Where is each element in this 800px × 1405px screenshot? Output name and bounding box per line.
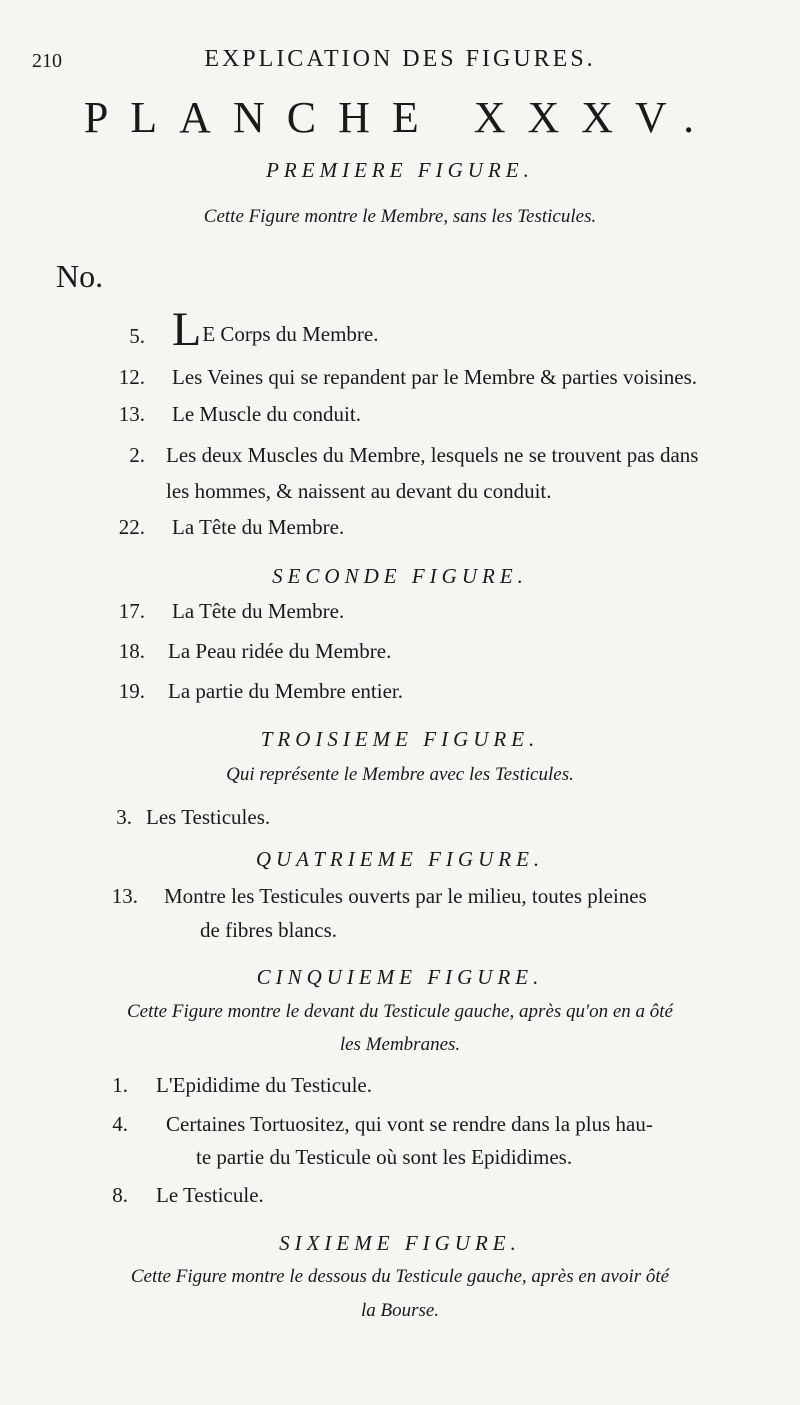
entry-text (172, 303, 379, 356)
entry-text: Montre les Testicules ouverts par le milieu, toutes pleines (164, 884, 647, 908)
entry-number: 4. (112, 1112, 128, 1136)
section-heading-seconde: SECONDE FIGURE. (272, 564, 528, 588)
entry-number: 3. (116, 805, 132, 829)
entry-number: 22. (118, 515, 145, 539)
entry-number: 13. (118, 402, 145, 426)
section-heading-quatrieme: QUATRIEME FIGURE. (255, 847, 545, 871)
entry-text-continued: les hommes, & naissent au devant du conduit. (166, 479, 552, 503)
section-caption-premiere: Cette Figure montre le Membre, sans les Testicules. (203, 206, 597, 227)
plate-title: PLANCHE XXXV. (83, 93, 717, 142)
section-caption-troisieme: Qui représente le Membre avec les Testicules. (226, 764, 574, 785)
section-heading-troisieme: TROISIEME FIGURE. (260, 727, 540, 751)
entry-text-continued: te partie du Testicule où sont les Epididimes. (196, 1145, 573, 1169)
entry-number: 8. (112, 1183, 128, 1207)
entry-number: 5. (129, 324, 145, 348)
entry-number: 18. (118, 639, 145, 663)
entry-text: Les Testicules. (146, 805, 271, 829)
entry-number: 12. (118, 365, 145, 389)
section-caption-cinquieme: Cette Figure montre le devant du Testicule gauche, après qu'on en a ôté (127, 1001, 673, 1022)
entry-text: Le Testicule. (156, 1183, 264, 1207)
entry-text-continued: de fibres blancs. (200, 918, 338, 942)
number-column-label: No. (56, 258, 104, 294)
section-caption-sixieme-continued: la Bourse. (360, 1300, 440, 1321)
entry-text: L'Epididime du Testicule. (156, 1073, 372, 1097)
entry-number: 19. (118, 679, 145, 703)
entry-text: La Tête du Membre. (172, 599, 345, 623)
entry-text: La Peau ridée du Membre. (168, 639, 392, 663)
section-caption-sixieme: Cette Figure montre le dessous du Testicule gauche, après en avoir ôté (130, 1266, 670, 1287)
running-title: EXPLICATION DES FIGURES. (204, 46, 596, 72)
entry-number: 2. (129, 443, 145, 467)
entry-number: 13. (111, 884, 138, 908)
page-number: 210 (32, 50, 62, 72)
section-heading-sixieme: SIXIEME FIGURE. (279, 1231, 521, 1255)
section-heading-premiere: PREMIERE FIGURE. (266, 158, 534, 182)
drop-cap: L (172, 303, 202, 356)
entry-text: La Tête du Membre. (172, 515, 345, 539)
section-heading-cinquieme: CINQUIEME FIGURE. (256, 965, 544, 989)
entry-text: Les Veines qui se repandent par le Membre & parties voisines. (172, 365, 698, 389)
entry-number: 1. (112, 1073, 128, 1097)
entry-text-rest: E Corps du Membre. (202, 322, 379, 346)
entry-text: Certaines Tortuositez, qui vont se rendre dans la plus hau- (166, 1112, 653, 1136)
entry-text: Les deux Muscles du Membre, lesquels ne se trouvent pas dans (166, 443, 699, 467)
section-caption-cinquieme-continued: les Membranes. (339, 1034, 461, 1055)
entry-number: 17. (118, 599, 145, 623)
entry-text: Le Muscle du conduit. (172, 402, 361, 426)
entry-text: La partie du Membre entier. (168, 679, 403, 703)
